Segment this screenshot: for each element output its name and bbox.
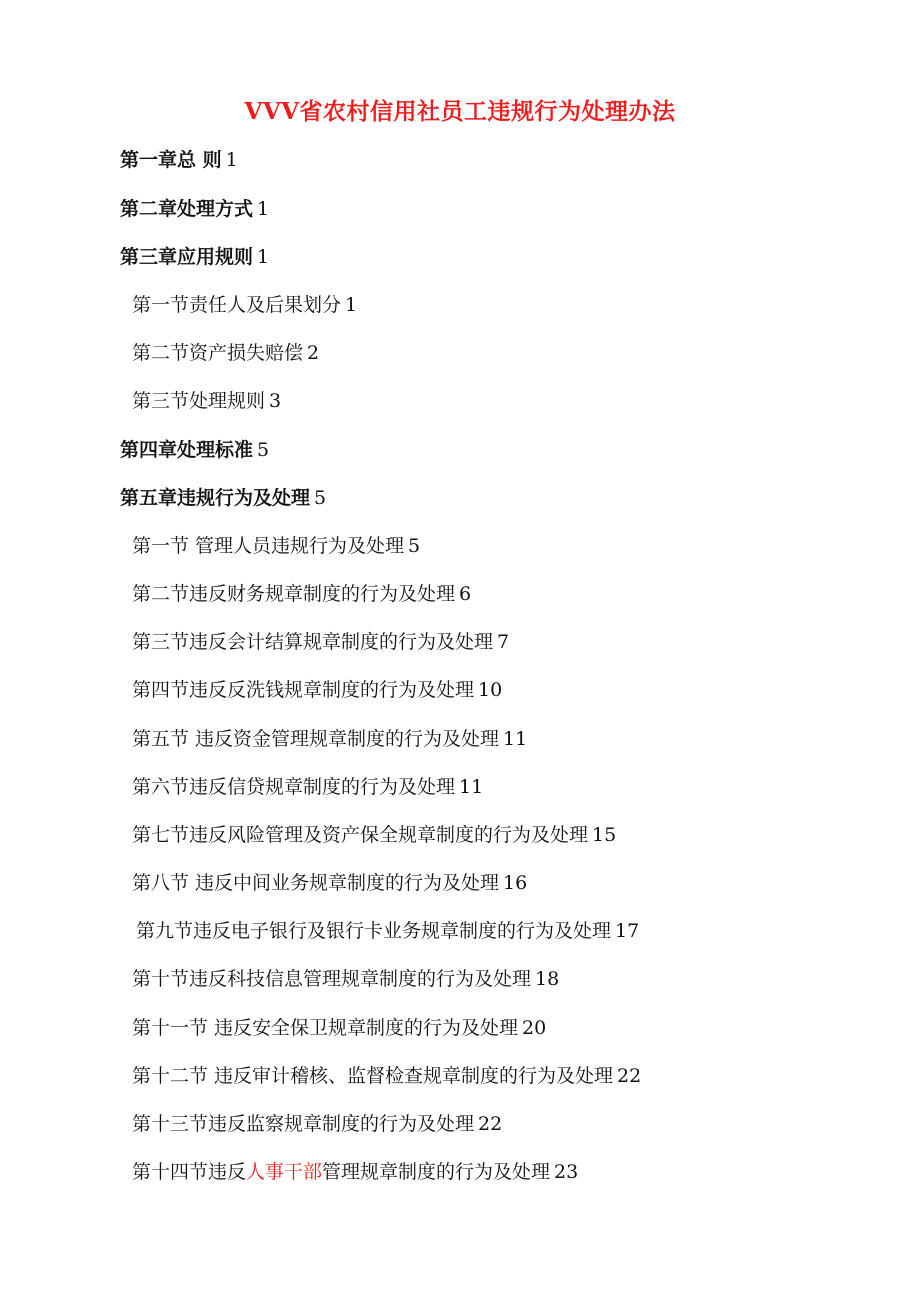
toc-entry-label-highlight: 人事干部 xyxy=(246,1161,323,1183)
toc-entry-section xyxy=(132,533,420,559)
toc-entry-section xyxy=(132,1015,546,1041)
toc-entry-page: 1 xyxy=(225,149,238,171)
toc-entry-page: 1 xyxy=(345,294,358,316)
toc-entry-section xyxy=(136,918,639,944)
toc-entry-page: 11 xyxy=(503,728,528,750)
toc-entry-section xyxy=(132,581,471,607)
toc-entry-page: 7 xyxy=(497,631,510,653)
toc-entry-label: 第二节违反财务规章制度的行为及处理 xyxy=(132,583,456,605)
toc-entry-section xyxy=(132,966,559,992)
toc-entry-page: 11 xyxy=(459,776,484,798)
toc-entry-label: 第八节 违反中间业务规章制度的行为及处理 xyxy=(132,872,500,894)
toc-entry-label-suffix: 管理规章制度的行为及处理 xyxy=(322,1161,551,1183)
toc-entry-page: 3 xyxy=(269,390,282,412)
toc-entry-label: 第一节 管理人员违规行为及处理 xyxy=(132,535,405,557)
toc-entry-label: 第四章处理标准 xyxy=(120,439,254,461)
toc-entry-section xyxy=(132,870,527,896)
toc-entry-label: 第六节违反信贷规章制度的行为及处理 xyxy=(132,776,456,798)
toc-entry-label: 第一节责任人及后果划分 xyxy=(132,294,342,316)
toc-entry-label-prefix: 第十四节违反 xyxy=(132,1161,247,1183)
toc-entry-page: 5 xyxy=(314,487,327,509)
toc-entry-label: 第十三节违反监察规章制度的行为及处理 xyxy=(132,1113,475,1135)
toc-entry-section xyxy=(132,677,502,703)
toc-entry-label: 第五章违规行为及处理 xyxy=(120,487,311,509)
toc-entry-label: 第三节违反会计结算规章制度的行为及处理 xyxy=(132,631,494,653)
toc-entry-chapter-3 xyxy=(120,244,269,270)
toc-entry-chapter-5 xyxy=(120,485,326,511)
toc-entry-chapter-4 xyxy=(120,437,269,463)
toc-entry-section xyxy=(132,726,527,752)
toc-entry-section xyxy=(132,1159,578,1185)
toc-entry-page: 22 xyxy=(617,1065,642,1087)
toc-entry-label: 第三节处理规则 xyxy=(132,390,266,412)
toc-entry-page: 22 xyxy=(478,1113,503,1135)
toc-entry-page: 2 xyxy=(307,342,320,364)
toc-entry-page: 20 xyxy=(522,1017,547,1039)
toc-entry-label: 第十一节 违反安全保卫规章制度的行为及处理 xyxy=(132,1017,519,1039)
toc-entry-page: 1 xyxy=(257,198,270,220)
toc-entry-page: 15 xyxy=(592,824,617,846)
toc-entry-section xyxy=(132,822,616,848)
toc-entry-page: 18 xyxy=(535,968,560,990)
toc-entry-section xyxy=(132,340,319,366)
document-title: VVV省农村信用社员工违规行为处理办法 xyxy=(244,98,676,125)
toc-entry-page: 1 xyxy=(257,246,270,268)
toc-entry-page: 10 xyxy=(478,679,503,701)
toc-entry-section xyxy=(132,1063,641,1089)
toc-entry-label: 第一章总 则 xyxy=(120,149,222,171)
toc-entry-section xyxy=(132,388,281,414)
toc-entry-page: 16 xyxy=(503,872,528,894)
toc-entry-label: 第九节违反电子银行及银行卡业务规章制度的行为及处理 xyxy=(136,920,612,942)
toc-entry-chapter-1 xyxy=(120,147,238,173)
toc-entry-label: 第十二节 违反审计稽核、监督检查规章制度的行为及处理 xyxy=(132,1065,614,1087)
toc-entry-section xyxy=(132,774,483,800)
toc-entry-label: 第十节违反科技信息管理规章制度的行为及处理 xyxy=(132,968,532,990)
toc-entry-label: 第五节 违反资金管理规章制度的行为及处理 xyxy=(132,728,500,750)
toc-entry-label: 第七节违反风险管理及资产保全规章制度的行为及处理 xyxy=(132,824,589,846)
toc-entry-label: 第四节违反反洗钱规章制度的行为及处理 xyxy=(132,679,475,701)
toc-entry-label: 第二章处理方式 xyxy=(120,198,254,220)
toc-entry-label: 第三章应用规则 xyxy=(120,246,254,268)
toc-entry-page: 17 xyxy=(615,920,640,942)
toc-entry-section xyxy=(132,629,509,655)
toc-entry-page: 6 xyxy=(459,583,472,605)
toc-entry-chapter-2 xyxy=(120,196,269,222)
toc-entry-page: 23 xyxy=(554,1161,579,1183)
toc-entry-page: 5 xyxy=(408,535,421,557)
toc-entry-page: 5 xyxy=(257,439,270,461)
toc-entry-label: 第二节资产损失赔偿 xyxy=(132,342,304,364)
toc-entry-section xyxy=(132,292,357,318)
toc-entry-section xyxy=(132,1111,502,1137)
